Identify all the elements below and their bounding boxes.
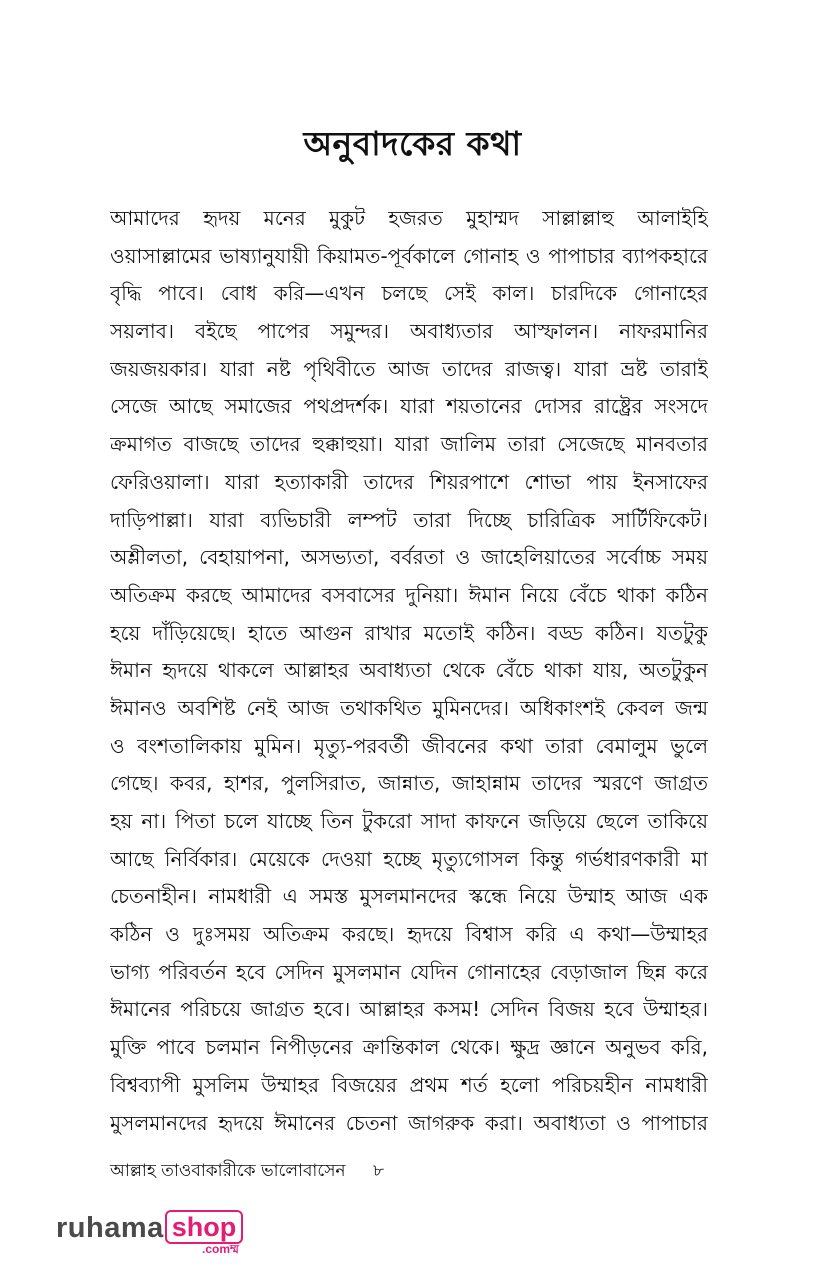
text-line: গেছে। কবর, হাশর, পুলসিরাত, জান্নাত, জাহান্নাম তাদের স্মরণে জাগ্রত [110, 771, 708, 796]
text-line: ভাগ্য পরিবর্তন হবে সেদিন মুসলমান যেদিন গোনাহের বেড়াজাল ছিন্ন করে [110, 959, 708, 984]
text-line: হয় না। পিতা চলে যাচ্ছে তিন টুকরো সাদা কাফনে জড়িয়ে ছেলে তাকিয়ে [110, 809, 708, 833]
text-line: ক্রমাগত বাজছে তাদের হুক্কাহুয়া। যারা জালিম তারা সেজেছে মানবতার [110, 432, 708, 457]
text-line: মুসলমানদের হৃদয়ে ঈমানের চেতনা জাগরুক করা। অবাধ্যতা ও পাপাচার [110, 1110, 708, 1135]
text-line: ঈমানও অবশিষ্ট নেই আজ তথাকথিত মুমিনদের। অধিকাংশই কেবল জন্ম [110, 695, 708, 720]
watermark-sub-text: .comম্ম [202, 1242, 239, 1256]
text-line: ওয়াসাল্লামের ভাষ্যানুযায়ী কিয়ামত-পূর্বকালে গোনাহ ও পাপাচার ব্যাপকহারে [110, 243, 708, 268]
text-line: সেজে আছে সমাজের পথপ্রদর্শক। যারা শয়তানের দোসর রাষ্ট্রের সংসদে [110, 394, 708, 419]
text-line: আছে নির্বিকার। মেয়েকে দেওয়া হচ্ছে মৃত্যুগোসল কিন্তু গর্ভধারণকারী মা [110, 846, 708, 871]
text-line: ঈমানের পরিচয়ে জাগ্রত হবে। আল্লাহর কসম! সেদিন বিজয় হবে উম্মাহর। [110, 997, 708, 1022]
text-line: দাড়িপাল্লা। যারা ব্যভিচারী লম্পট তারা দিচ্ছে চারিত্রিক সার্টিফিকেট। [110, 507, 708, 532]
watermark-logo [56, 1210, 243, 1258]
text-line: সয়লাব। বইছে পাপের সমুন্দর। অবাধ্যতার আস্ফালন। নাফরমানির [110, 319, 708, 344]
text-line: ও বংশতালিকায় মুমিন। মৃত্যু-পরবর্তী জীবনের কথা তারা বেমালুম ভুলে [110, 733, 708, 758]
text-line: অশ্লীলতা, বেহায়াপনা, অসভ্যতা, বর্বরতা ও জাহেলিয়াতের সর্বোচ্চ সময় [110, 545, 708, 570]
text-line: বিশ্বব্যাপী মুসলিম উম্মাহর বিজয়ের প্রথম শর্ত হলো পরিচয়হীন নামধারী [110, 1072, 708, 1097]
text-line: কঠিন ও দুঃসময় অতিক্রম করছে। হৃদয়ে বিশ্বাস করি এ কথা—উম্মাহর [110, 922, 708, 947]
text-line: মুক্তি পাবে চলমান নিপীড়নের ক্রান্তিকাল থেকে। ক্ষুদ্র জ্ঞানে অনুভব করি, [110, 1035, 708, 1060]
text-line: হয়ে দাঁড়িয়েছে। হাতে আগুন রাখার মতোই কঠিন। বড্ড কঠিন। যতটুকু [110, 620, 708, 645]
watermark-shop-box: shop [165, 1210, 244, 1244]
page-number: ৮ [372, 1161, 385, 1181]
body-text [110, 200, 708, 1142]
text-line: ফেরিওয়ালা। যারা হত্যাকারী তাদের শিয়রপাশে শোভা পায় ইনসাফের [110, 469, 708, 494]
text-line: জয়জয়কার। যারা নষ্ট পৃথিবীতে আজ তাদের রাজত্ব। যারা ভ্রষ্ট তারাই [110, 356, 708, 381]
text-line: ঈমান হৃদয়ে থাকলে আল্লাহর অবাধ্যতা থেকে বেঁচে থাকা যায়, অতটুকুন [110, 658, 708, 683]
page-footer [110, 1158, 384, 1186]
footer-book-title: আল্লাহ তাওবাকারীকে ভালোবাসেন [110, 1161, 346, 1181]
text-line: আমাদের হৃদয় মনের মুকুট হজরত মুহাম্মদ সাল্লাল্লাহু আলাইহি [110, 206, 708, 230]
text-line: চেতনাহীন। নামধারী এ সমস্ত মুসলমানদের স্কন্ধে নিয়ে উম্মাহ আজ এক [110, 884, 708, 909]
watermark-left-text: ruhama [56, 1212, 164, 1244]
text-line: অতিক্রম করছে আমাদের বসবাসের দুনিয়া। ঈমান নিয়ে বেঁচে থাকা কঠিন [110, 582, 708, 607]
text-line: বৃদ্ধি পাবে। বোধ করি—এখন চলছে সেই কাল। চারদিকে গোনাহের [110, 281, 708, 306]
page-title: অনুবাদকের কথা [303, 124, 522, 163]
